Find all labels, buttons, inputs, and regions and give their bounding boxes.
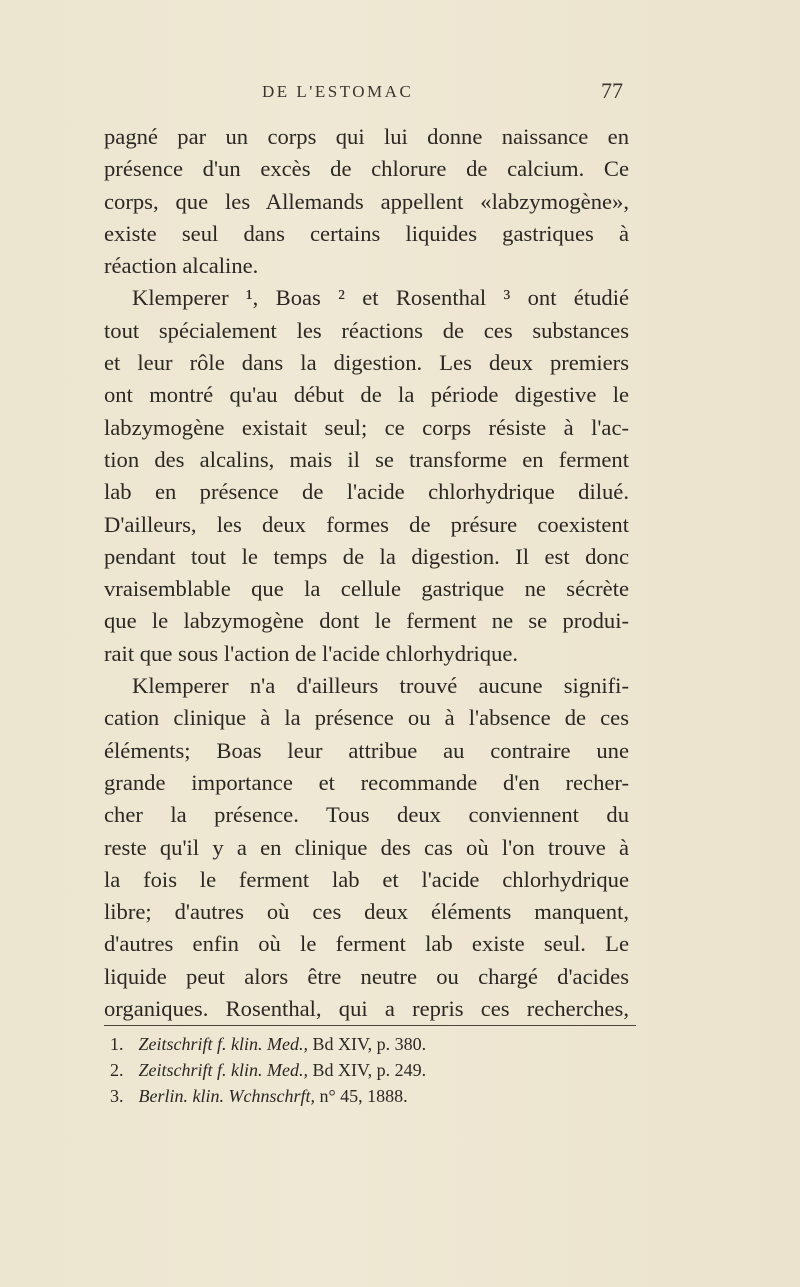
footnote-number: 1. <box>110 1034 124 1054</box>
text-line: éléments; Boas leur attribue au contraire une <box>104 737 629 763</box>
text-line: que le labzymogène dont le ferment ne se produi- <box>104 608 629 634</box>
text-line: tion des alcalins, mais il se transforme en ferment <box>104 446 629 472</box>
text-line: la fois le ferment lab et l'acide chlorhydrique <box>104 866 629 892</box>
text-line: grande importance et recommande d'en recher- <box>104 769 629 795</box>
text-line: organiques. Rosenthal, qui a repris ces recherches, <box>104 996 629 1022</box>
page-number: 77 <box>601 78 623 103</box>
footnote-journal: Zeitschrift f. klin. Med., <box>138 1034 308 1054</box>
text-line: labzymogène existait seul; ce corps résiste à l'ac- <box>104 414 629 440</box>
body-text <box>104 121 629 1025</box>
text-line: D'ailleurs, les deux formes de présure coexistent <box>104 511 629 537</box>
footnote <box>110 1083 630 1109</box>
text-line: présence d'un excès de chlorure de calcium. Ce <box>104 156 629 182</box>
footnote-journal: Berlin. klin. Wchnschrft, <box>138 1086 315 1106</box>
page-header <box>0 78 800 108</box>
text-line: Klemperer n'a d'ailleurs trouvé aucune signifi- <box>132 673 629 699</box>
footnotes <box>110 1031 630 1109</box>
text-line: cation clinique à la présence ou à l'absence de ces <box>104 705 629 731</box>
text-line: existe seul dans certains liquides gastriques à <box>104 220 629 246</box>
footnote-number: 3. <box>110 1086 124 1106</box>
text-line: corps, que les Allemands appellent «labzymogène», <box>104 188 629 214</box>
running-head: DE L'ESTOMAC <box>262 82 414 101</box>
footnote-divider <box>104 1025 636 1026</box>
text-line: Klemperer ¹, Boas ² et Rosenthal ³ ont étudié <box>132 285 629 311</box>
text-line: lab en présence de l'acide chlorhydrique dilué. <box>104 479 629 505</box>
footnote-journal: Zeitschrift f. klin. Med., <box>138 1060 308 1080</box>
text-line: d'autres enfin où le ferment lab existe seul. Le <box>104 931 629 957</box>
footnote-number: 2. <box>110 1060 124 1080</box>
text-line: tout spécialement les réactions de ces substances <box>104 317 629 343</box>
text-line: vraisemblable que la cellule gastrique ne sécrète <box>104 576 629 602</box>
text-line: pagné par un corps qui lui donne naissance en <box>104 124 629 149</box>
footnote <box>110 1057 630 1083</box>
text-line: libre; d'autres où ces deux éléments manquent, <box>104 899 629 925</box>
footnote-reference: n° 45, 1888. <box>319 1086 408 1106</box>
text-line: liquide peut alors être neutre ou chargé d'acides <box>104 963 629 989</box>
text-line: pendant tout le temps de la digestion. Il est donc <box>104 543 629 569</box>
text-line: rait que sous l'action de l'acide chlorhydrique. <box>104 640 519 666</box>
footnote-reference: Bd XIV, p. 380. <box>312 1034 427 1054</box>
text-line: ont montré qu'au début de la période digestive le <box>104 382 629 408</box>
text-line: cher la présence. Tous deux conviennent du <box>104 802 629 828</box>
text-line: et leur rôle dans la digestion. Les deux premiers <box>104 350 629 376</box>
footnote <box>110 1031 630 1057</box>
text-line: réaction alcaline. <box>104 253 259 279</box>
text-line: reste qu'il y a en clinique des cas où l'on trouve à <box>104 834 629 860</box>
footnote-reference: Bd XIV, p. 249. <box>312 1060 427 1080</box>
